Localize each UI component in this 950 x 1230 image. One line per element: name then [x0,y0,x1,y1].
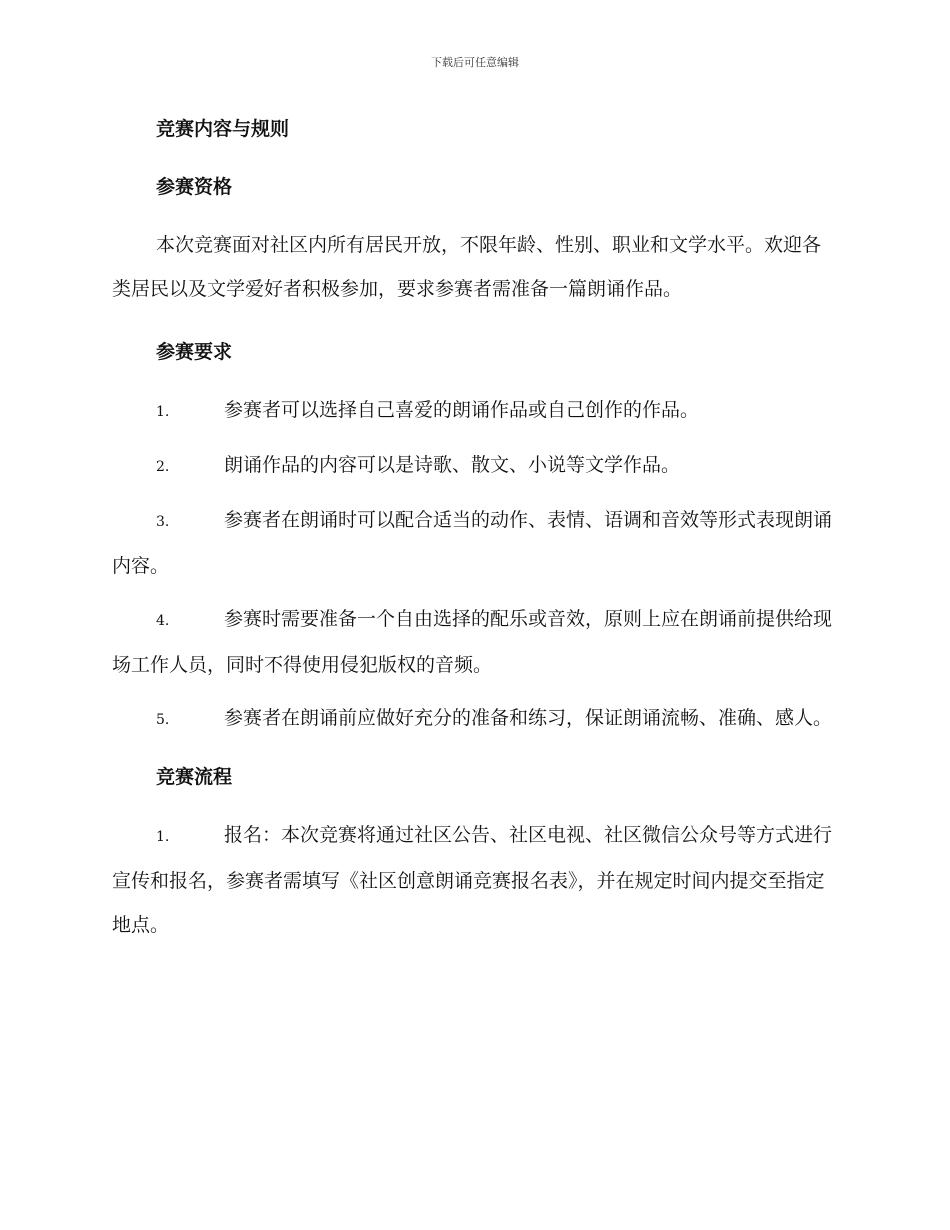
list-item-number: 3. [156,514,170,530]
list-item-text: 参赛者在朗诵时可以配合适当的动作、表情、语调和音效等形式表现朗诵内容。 [112,509,833,577]
eligibility-heading: 参赛资格 [156,176,233,198]
requirements-heading: 参赛要求 [156,341,233,363]
list-item-text: 朗诵作品的内容可以是诗歌、散文、小说等文学作品。 [224,454,681,476]
header-note: 下载后可任意编辑 [431,56,519,69]
eligibility-paragraph: 本次竞赛面对社区内所有居民开放，不限年龄、性别、职业和文学水平。欢迎各类居民以及文学爱好者积极参加，要求参赛者需准备一篇朗诵作品。 [112,234,822,300]
list-item-text: 报名：本次竞赛将通过社区公告、社区电视、社区微信公众号等方式进行宣传和报名，参赛者需填写《社区创意朗诵竞赛报名表》，并在规定时间内提交至指定地点。 [112,824,833,936]
list-item-number: 1. [156,404,170,420]
process-list [112,813,834,947]
list-item [112,597,834,687]
list-item [112,388,834,434]
list-item-number: 5. [156,712,170,728]
list-item-number: 2. [156,459,170,475]
list-item-text: 参赛者可以选择自己喜爱的朗诵作品或自己创作的作品。 [224,399,700,421]
document-body [112,112,834,961]
list-item [112,696,834,742]
list-item [112,813,834,947]
list-item [112,498,834,588]
page-title: 竞赛内容与规则 [156,118,290,140]
list-item-text: 参赛者在朗诵前应做好充分的准备和练习，保证朗诵流畅、准确、感人。 [224,707,833,729]
requirements-list [112,388,834,742]
list-item-number: 1. [156,829,170,845]
list-item-number: 4. [156,613,170,629]
process-heading: 竞赛流程 [156,766,233,788]
list-item [112,443,834,489]
list-item-text: 参赛时需要准备一个自由选择的配乐或音效，原则上应在朗诵前提供给现场工作人员，同时不得使用侵犯版权的音频。 [112,608,833,676]
